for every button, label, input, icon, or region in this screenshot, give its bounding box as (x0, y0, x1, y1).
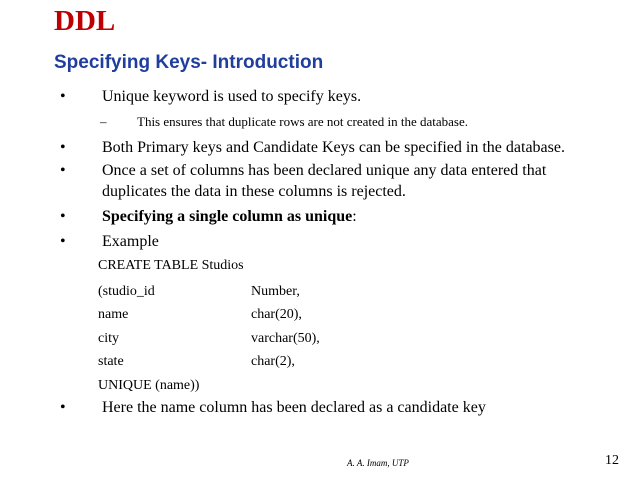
bullet-text-line1: Once a set of columns has been declared unique any data entered that (102, 162, 547, 179)
code-type: Number, (251, 284, 300, 299)
bullet-marker: • (60, 399, 66, 416)
bullet-suffix: : (352, 208, 357, 225)
bullet-marker: • (60, 88, 66, 105)
code-type: char(20), (251, 307, 302, 322)
bullet-marker: • (60, 139, 66, 156)
slide-title: DDL (54, 5, 116, 37)
sub-bullet-text: This ensures that duplicate rows are not created in the database. (137, 114, 469, 129)
bullet-text: Here the name column has been declared as a candidate key (102, 399, 486, 416)
bullet-marker: • (60, 208, 66, 225)
code-line: UNIQUE (name)) (98, 378, 200, 393)
code-column: city (98, 331, 119, 346)
bullet-text-line2: duplicates the data in these columns is rejected. (102, 183, 406, 200)
bullet-marker: • (60, 233, 66, 250)
sub-bullet-marker: – (100, 114, 107, 129)
footer-author: A. A. Imam, UTP (347, 458, 409, 468)
bullet-text: Unique keyword is used to specify keys. (102, 88, 362, 105)
code-type: char(2), (251, 354, 295, 369)
code-type: varchar(50), (251, 331, 320, 346)
bullet-text: Example (102, 233, 159, 250)
slide-subtitle: Specifying Keys- Introduction (54, 52, 324, 73)
bullet-text (102, 206, 357, 228)
code-line: CREATE TABLE Studios (98, 258, 244, 273)
code-column: (studio_id (98, 284, 155, 299)
bullet-bold-text: Specifying a single column as unique (102, 208, 353, 225)
code-column: name (98, 307, 129, 322)
bullet-marker: • (60, 162, 66, 179)
code-column: state (98, 354, 124, 369)
bullet-text: Both Primary keys and Candidate Keys can be specified in the database. (102, 139, 565, 156)
page-number: 12 (605, 453, 619, 468)
